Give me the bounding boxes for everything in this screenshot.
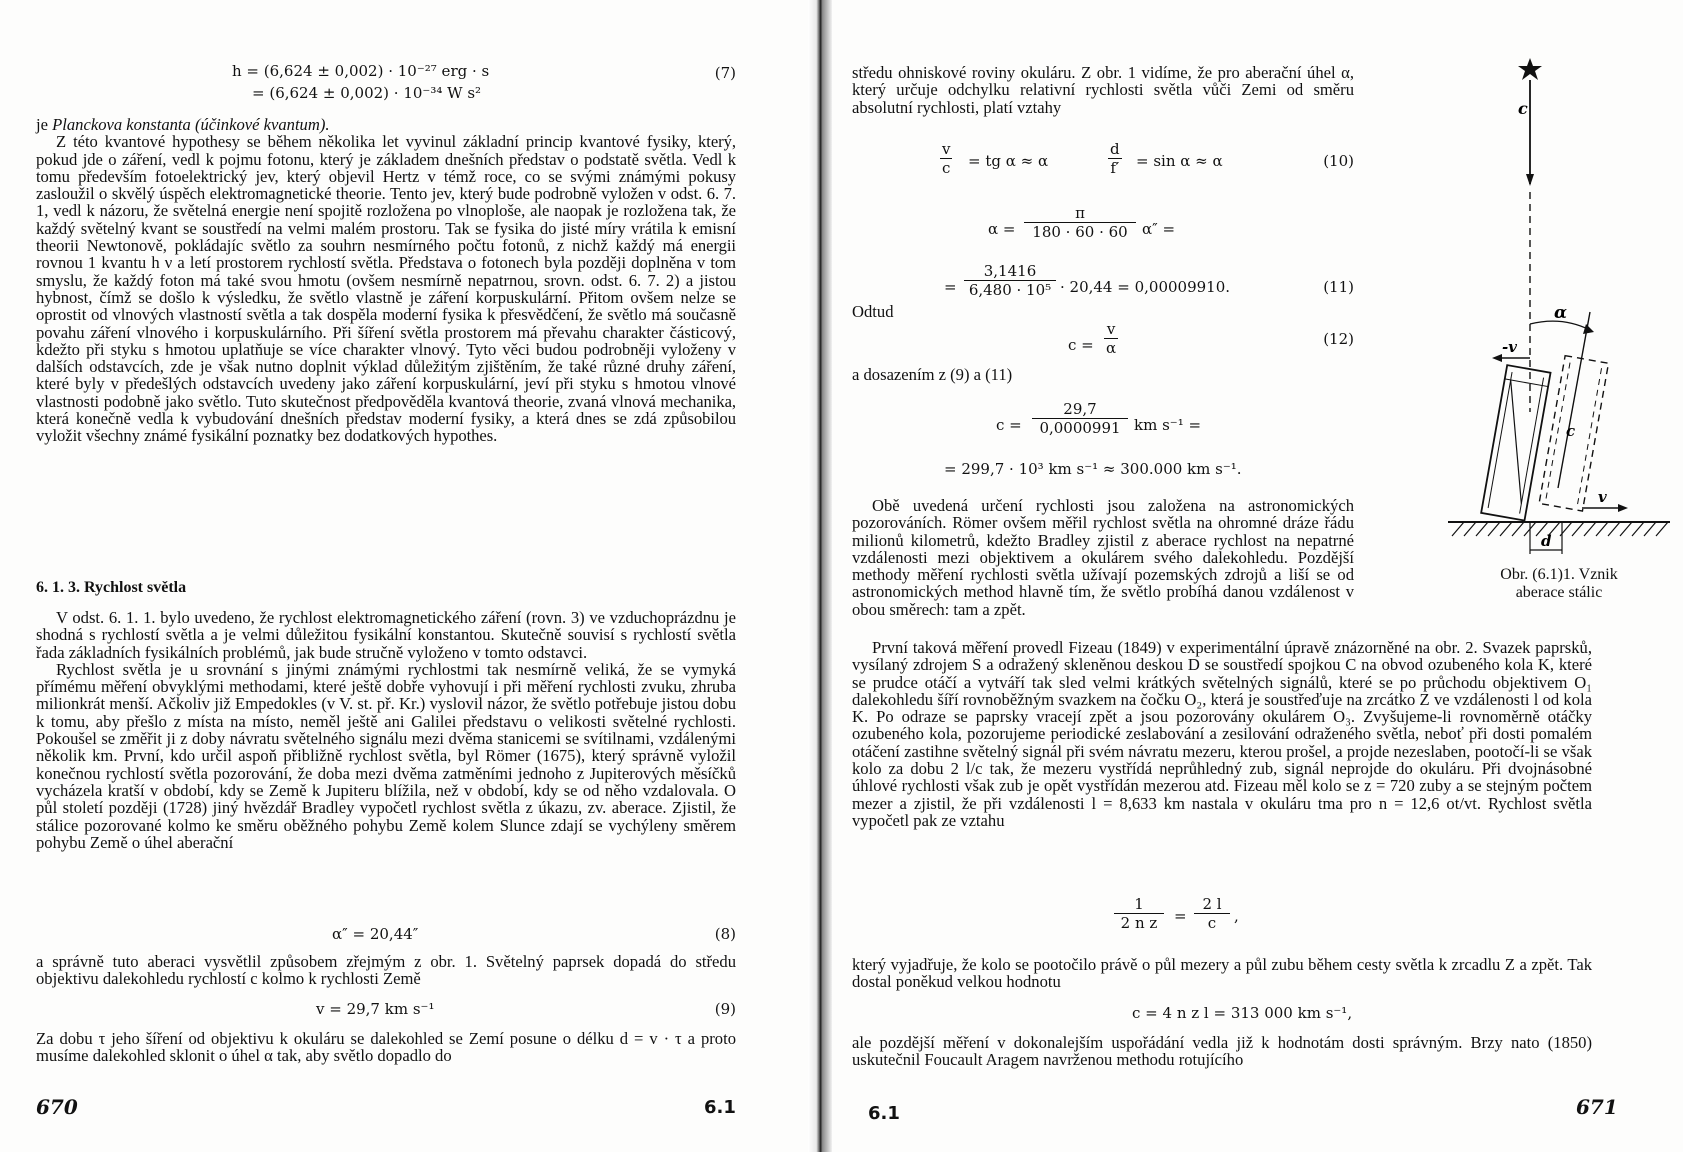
left-text-block-1 [36, 116, 736, 445]
minus-v-arrowhead [1492, 354, 1502, 362]
equation-13 [852, 400, 1354, 444]
paragraph-astronomical: Obě uvedená určení rychlosti jsou založena na astronomických pozorováních. Römer ovšem měřil rychlost světla na ohromné dráze řádu milionů kilometrů, kdežto Bradley zjistil z aberace rychlost na nepatrné vzdálenosti mezi objektivem a okulárem svého dalekohledu. Pozdější methody měření rychlosti světla užívají pozemských zdrojů a liší se od astronomických method hlavně tím, že světlo probíhá danou vzdálenost v obou směrech: tam a zpět. [852, 496, 1354, 619]
equation-8-number: (8) [714, 925, 736, 943]
fraction-pi-denominator: 180 · 60 · 60 [1032, 223, 1128, 241]
equation-7 [232, 62, 736, 104]
equation-7-line1: h = (6,624 ± 0,002) · 10⁻²⁷ erg · s [232, 62, 490, 80]
fraction-3-1416-numerator: 3,1416 [964, 262, 1056, 281]
equation-10-number: (10) [1323, 152, 1354, 170]
equation-11b [852, 262, 1354, 306]
fraction-v-c-numerator: v [942, 140, 951, 158]
fraction-29-7-denominator: 0,0000991 [1039, 419, 1121, 437]
light-ray-arrowhead [1526, 174, 1534, 186]
paragraph-speed-intro: V odst. 6. 1. 1. bylo uvedeno, že rychlost elektromagnetického záření (rovn. 3) ve vzduchoprázdnu je shodná s rychlostí světla a je velmi důležitou fysikální konstantou. Skutečně souvisí s rychlostí světla řada základních fysikálních problémů, jak bude stručně vyloženo v tomto odstavci. [36, 608, 736, 662]
section-number-left: 6.1 [704, 1097, 736, 1118]
book-gutter [808, 0, 832, 1152]
paragraph-aberration: a správně tuto aberaci vysvětlil způsobem zřejmým z obr. 1. Světelný paprsek dopadá do středu objektivu dalekohledu rychlostí c kolmo k rychlosti Země [36, 952, 736, 989]
right-page [832, 0, 1683, 1152]
equation-13b: = 299,7 · 10³ km s⁻¹ ≈ 300.000 km s⁻¹. [944, 460, 1242, 478]
left-text-block-4 [36, 1030, 736, 1065]
planck-constant-line [36, 116, 736, 133]
equation-10b-rhs: = sin α ≈ α [1136, 152, 1223, 170]
figure-caption-line1: Obr. (6.1)1. Vznik [1500, 566, 1618, 583]
fraction-d-f [1108, 140, 1122, 177]
left-text-block-3 [36, 953, 736, 988]
right-text-block-3 [852, 639, 1592, 829]
equation-15: c = 4 n z l = 313 000 km s⁻¹, [1132, 1004, 1353, 1022]
planck-line-italic: Planckova konstanta (účinkové kvantum). [52, 115, 330, 134]
label-alpha: α [1554, 303, 1568, 323]
fraction-pi [1024, 204, 1136, 241]
paragraph-eyepiece: středu ohniskové roviny okuláru. Z obr. 1 vidíme, že pro aberační úhel α, který určuje odchylku relativní rychlosti světla vůči Zemi od směru absolutní rychlosti, platí vztahy [852, 63, 1354, 117]
equation-13-rhs: km s⁻¹ = [1134, 416, 1202, 434]
label-c-tilted: c [1566, 422, 1576, 440]
equation-13-lhs: c = [996, 416, 1022, 434]
right-text-block-4 [852, 956, 1592, 991]
fraction-29-7 [1032, 400, 1128, 437]
fraction-1-2nz [1114, 895, 1164, 932]
equation-9 [36, 1000, 736, 1020]
equation-14-equals: = [1174, 907, 1187, 925]
label-v: v [1598, 488, 1607, 506]
equation-11a [852, 204, 1354, 248]
equation-11b-rhs: · 20,44 = 0,00009910. [1060, 278, 1231, 296]
fraction-3-1416 [964, 262, 1056, 299]
paragraph-fizeau: První taková měření provedl Fizeau (1849) v experimentální úpravě znázorněné na obr. 2. Svazek paprsků, vysílaný zdrojem S a odražený skleněnou deskou D se soustředí spojkou C na obvod ozubeného kola K, které se prudce otáčí a vytváří tak sled velmi krátkých světelných signálů, které se po průchodu objektivem O₁ dalekohledu šíří rovnoběžným svazkem na čočku O₂, která je soustřeďuje na zrcátko Z ve vzdálenosti l od kola K. Po odraze se paprsky vracejí zpět a jsou pozorovány okulárem O₃. Zvyšujeme-li rovnoměrně otáčky ozubeného kola, pozorujeme periodické zeslabování a zesilování odraženého světla, neboť při dosti pomalém otáčení zastihne světelný signál při svém návratu mezeru, kterou prošel, a projde nezeslaben, pootočí-li se však kolo za dobu 2 l/c tak, že mezeru vystřídá neprůhledný zub, signál neprojde do okuláru. Při dvojnásobné úhlové rychlosti však zub je opět vystřídán mezerou atd. Fizeau měl kolo se z = 720 zuby a se stejným počtem mezer a zjistil, že při vzdálenosti l = 8,633 km nastala v okuláru tma pro n = 12,6 ot/vt. Rychlost světla vypočetl pak ze vztahu [852, 638, 1592, 830]
paragraph-foucault: ale pozdější měření v dokonalejším uspořádání vedla již k hodnotám dosti správným. Brzy nato (1850) uskutečnil Foucault Aragem navrženou methodu rotujícího [852, 1033, 1592, 1070]
fraction-1-2nz-denominator: 2 n z [1120, 914, 1158, 932]
fraction-v-c [940, 140, 952, 177]
equation-14 [852, 895, 1592, 939]
section-number-right: 6.1 [868, 1103, 900, 1124]
equation-7-number: (7) [714, 64, 736, 82]
fraction-d-f-denominator: f′ [1110, 159, 1120, 177]
right-text-block-1 [852, 64, 1354, 116]
equation-12-lhs: c = [1068, 336, 1094, 354]
paragraph-telescope-tilt: Za dobu τ jeho šíření od objektivu k okuláru se dalekohled se Zemí posune o délku d = v · τ a proto musíme dalekohled sklonit o úhel α tak, aby světlo dopadlo do [36, 1029, 736, 1066]
equation-12-number: (12) [1323, 330, 1354, 348]
right-text-block-2 [852, 497, 1354, 618]
fraction-29-7-numerator: 29,7 [1032, 400, 1128, 419]
fraction-2l-c-denominator: c [1207, 914, 1217, 932]
equation-10a-rhs: = tg α ≈ α [968, 152, 1049, 170]
equation-7-line2: = (6,624 ± 0,002) · 10⁻³⁴ W s² [252, 84, 482, 102]
equation-9-text: v = 29,7 km s⁻¹ [316, 1000, 435, 1018]
figure-caption [1442, 566, 1676, 602]
right-text-block-5 [852, 1034, 1592, 1069]
equation-8 [36, 925, 736, 945]
equation-11a-rhs: α″ = [1142, 220, 1176, 238]
equation-14-comma: , [1234, 907, 1239, 925]
fraction-2l-c-numerator: 2 l [1194, 895, 1230, 914]
label-d: d [1541, 532, 1552, 550]
page-number-left: 670 [36, 1095, 78, 1119]
paragraph-history: Rychlost světla je u srovnání s jinými známými rychlostmi tak nesmírně veliká, že se vymyká přímému měření obvyklými methodami, které ještě dobře vyhovují i při měření rychlosti zvuku, zhruba milionkrát menší. Ačkoliv již Empedokles (v V. st. př. Kr.) vyslovil názor, že světlo potřebuje jistou dobu k tomu, aby přešlo z místa na místo, neměl ještě ani Galilei představu o velikosti světelné rychlosti. Pokoušel se změřit ji z doby návratu světelného signálu mezi dvěma stanicemi se svítilnami, vzdálenými několik km. První, kdo určil aspoň přibližně rychlost světla, byl Römer (1675), který správně vyložil konečnou rychlostí světla pozorování, že doba mezi dvěma zatměními jednoho z Jupiterových měsíčků vycházela kratší v období, kdy se Země k Jupiteru blížila, než v období, kdy se od něho vzdalovala. O půl století později (1728) jiný hvězdář Bradley vypočetl rychlost světla z úkazu, zv. aberace. Zjistil, že stálice pozorované kolmo ke směru oběžného pohybu Země kolem Slunce zdají se vychýleny směrem pohybu Země o úhel aberační [36, 659, 736, 852]
aberration-figure [1442, 52, 1676, 572]
equation-8-text: α″ = 20,44″ [332, 925, 419, 943]
planck-line-prefix: je [36, 115, 53, 134]
alpha-arrowhead [1583, 324, 1594, 334]
fraction-v-alpha-numerator: v [1104, 320, 1118, 339]
fraction-1-2nz-numerator: 1 [1114, 895, 1164, 914]
figure-caption-line2: aberace stálic [1515, 584, 1603, 601]
paragraph-wheel-result: který vyjadřuje, že kolo se pootočilo právě o půl mezery a půl zubu během cesty světla k zrcadlu Z a zpět. Tak dostal poněkud velkou hodnotu [852, 955, 1592, 992]
fraction-pi-numerator: π [1024, 204, 1136, 223]
equation-11-number: (11) [1323, 278, 1354, 296]
fraction-d-f-numerator: d [1110, 140, 1120, 158]
label-c: c [1518, 99, 1528, 118]
section-heading: 6. 1. 3. Rychlost světla [36, 579, 187, 596]
equation-10 [852, 140, 1354, 184]
label-minus-v: -v [1502, 338, 1517, 356]
equation-11b-lhs: = [944, 278, 957, 296]
fraction-3-1416-denominator: 6,480 · 10⁵ [968, 281, 1052, 299]
left-page [0, 0, 808, 1152]
star-icon [1518, 58, 1542, 80]
v-arrowhead [1618, 504, 1628, 512]
fraction-v-alpha [1104, 320, 1118, 357]
fraction-v-c-denominator: c [942, 159, 951, 177]
equation-11a-lhs: α = [988, 220, 1016, 238]
fraction-v-alpha-denominator: α [1106, 339, 1117, 357]
equation-9-number: (9) [714, 1000, 736, 1018]
fraction-2l-c [1194, 895, 1230, 932]
equation-12 [852, 320, 1354, 364]
tilted-direction-line [1558, 312, 1590, 488]
odtud-label: Odtud [852, 302, 894, 321]
paragraph-quantum-theory: Z této kvantové hypothesy se během několika let vyvinul základní princip kvantové fysiky, který, pokud jde o záření, vedl k pojmu fotonu, který je základem dnešních představ o podstatě světla. Vedl k tomu především fotoelektrický jev, který objevil Hertz v témž roce, co se svými známými pokusy zasloužil o skvělý úspěch elektromagnetické theorie. Tento jev, který bude podrobně vyložen v odst. 6. 7. 1, vedl k názoru, že světelná energie není spojitě rozložena po vlnoploše, ale naopak je rozložena tak, že každý světelný kvant se soustředí na velmi malém prostoru. Tak se fysika do jisté míry vrátila k emisní theorii Newtonově, pokládajíc světlo za souhrn nesmírného počtu fotonů, z nichž každý má energii rovnou 1 kvantu h ν a letí prostorem rychlostí světla. Představa o fotonech byla později doplněna v tom smyslu, že každý foton má také svou hmotu (ovšem nesmírně nepatrnou, srovn. odst. 6. 7. 2) a jistou hybnost, čímž se došlo k výsledku, že světlo vlastně je záření korpuskulární. Přitom ovšem nelze se oprostit od vlnových vlastností světla a tak dospěla moderní fysika k přesvědčení, že světlo má současně povahu záření vlnového i korpuskulárního. Při šíření světla prostorem má převahu charakter částicový, kdežto při styku s hmotou uplatňuje se více charakter vlnový. Tyto věci budou podrobněji vyloženy v dalších odstavcích, zde je však nutno doplnit výklad důležitým zjištěním, že také různé druhy záření, které byly v předešlých odstavcích uvedeny jako záření korpuskulární, jeví při styku s hmotou vlnové vlastnosti podobně jako světlo. Tuto skutečnost předpověděla kvantová theorie, zvaná vlnová mechanika, která konečně vedla k vybudování dnešních představ moderní fysiky, a která dnes se zdá způsobilou vyložit všechny známé fysikální poznatky bez dodatkových hypothes. [36, 132, 736, 446]
dosazenim-line: a dosazením z (9) a (11) [852, 365, 1013, 384]
left-text-block-2 [36, 609, 736, 851]
page-number-right: 671 [1576, 1095, 1618, 1119]
ground-hatching [1452, 522, 1668, 536]
